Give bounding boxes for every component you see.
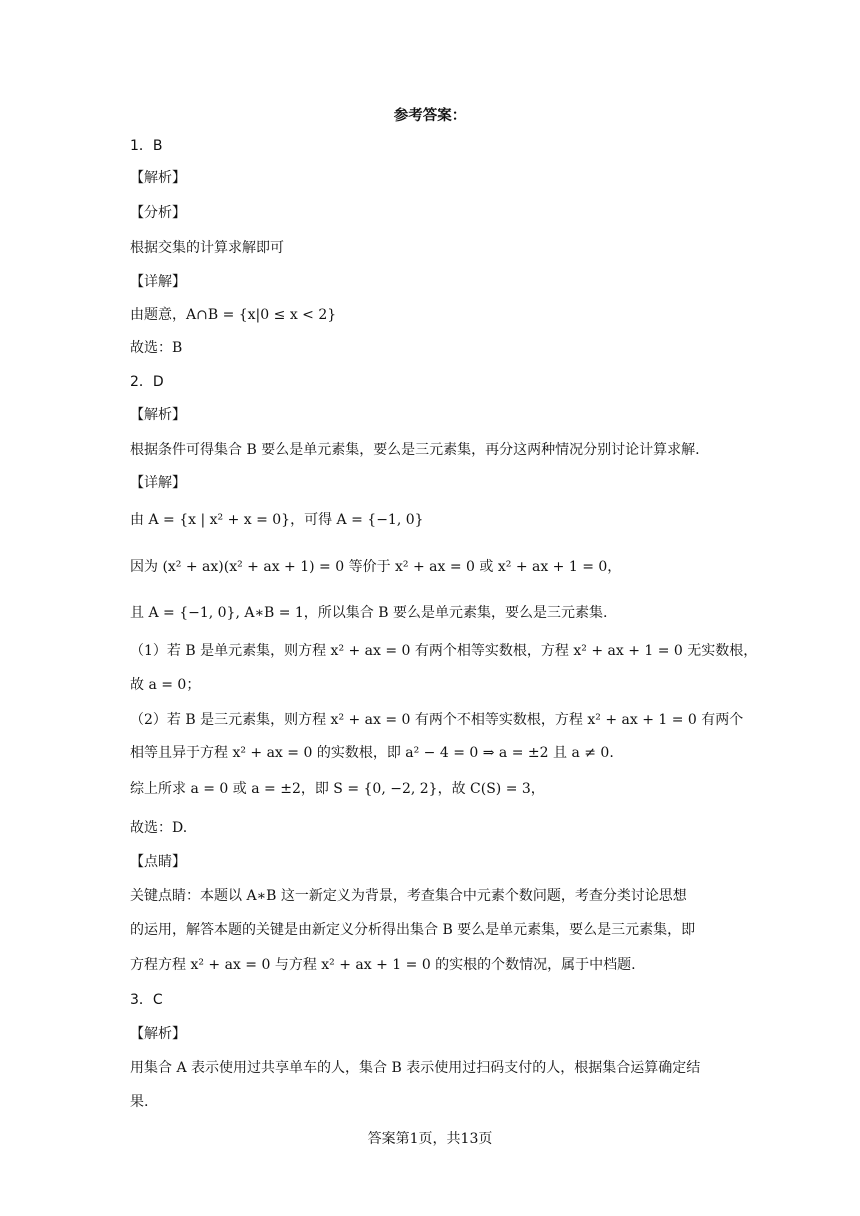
section-label: 【解析】 [130, 170, 186, 186]
text-line: 关键点睛：本题以 A∗B 这一新定义为背景，考查集合中元素个数问题，考查分类讨论思想 [130, 888, 687, 904]
text-line: （2）若 B 是三元素集，则方程 x² + ax = 0 有两个不相等实数根，方程 x² + ax + 1 = 0 有两个 [130, 712, 744, 728]
section-label: 【解析】 [130, 1026, 186, 1042]
text-line: 且 A = {−1, 0}, A∗B = 1，所以集合 B 要么是单元素集，要么是三元素集. [130, 605, 608, 621]
text-line: 方程方程 x² + ax = 0 与方程 x² + ax + 1 = 0 的实根的个数情况，属于中档题. [130, 957, 636, 973]
section-label: 【详解】 [130, 475, 186, 491]
section-label: 【详解】 [130, 274, 186, 290]
question-number: 1．B [130, 138, 163, 154]
text-line: 由题意，A∩B = {x|0 ≤ x < 2} [130, 307, 337, 323]
section-label: 【分析】 [130, 205, 186, 221]
text-line: 综上所求 a = 0 或 a = ±2，即 S = {0, −2, 2}，故 C(S) = 3， [130, 781, 545, 797]
text-line: 故选：B [130, 340, 183, 356]
question-number: 3．C [130, 992, 163, 1008]
text-line: 果. [130, 1094, 149, 1110]
text-line: 相等且异于方程 x² + ax = 0 的实数根，即 a² − 4 = 0 ⇒ a = ±2 且 a ≠ 0. [130, 745, 614, 761]
page-title: 参考答案： [393, 107, 467, 124]
text-line: （1）若 B 是单元素集，则方程 x² + ax = 0 有两个相等实数根，方程 x² + ax + 1 = 0 无实数根， [130, 643, 758, 659]
text-line: 故 a = 0； [130, 677, 201, 693]
section-label: 【点睛】 [130, 854, 186, 870]
text-line: 用集合 A 表示使用过共享单车的人，集合 B 表示使用过扫码支付的人，根据集合运算确定结 [130, 1060, 701, 1076]
text-line: 由 A = {x | x² + x = 0}，可得 A = {−1, 0} [130, 512, 424, 528]
text-line: 故选：D. [130, 820, 188, 836]
text-line: 因为 (x² + ax)(x² + ax + 1) = 0 等价于 x² + ax = 0 或 x² + ax + 1 = 0， [130, 559, 622, 575]
question-number: 2．D [130, 374, 164, 390]
page-footer: 答案第1页，共13页 [367, 1131, 493, 1147]
text-line: 根据交集的计算求解即可 [130, 240, 284, 256]
text-line: 根据条件可得集合 B 要么是单元素集，要么是三元素集，再分这两种情况分别讨论计算求解. [130, 442, 700, 458]
text-line: 的运用，解答本题的关键是由新定义分析得出集合 B 要么是单元素集，要么是三元素集，即 [130, 922, 696, 938]
section-label: 【解析】 [130, 407, 186, 423]
